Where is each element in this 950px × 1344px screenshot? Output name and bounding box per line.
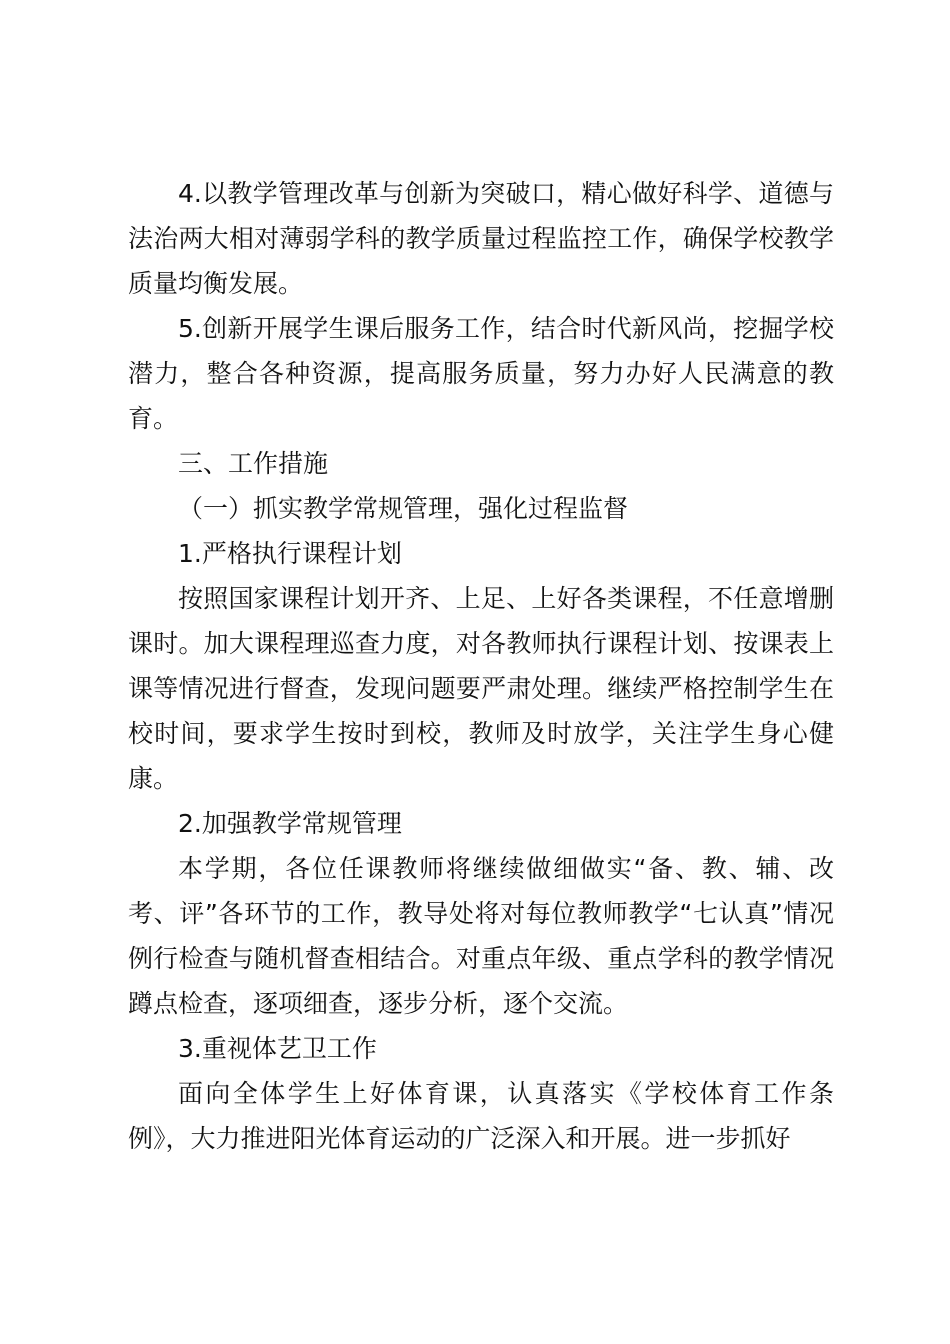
paragraph-sports: 面向全体学生上好体育课，认真落实《学校体育工作条例》，大力推进阳光体育运动的广泛深入和开展。进一步抓好	[128, 1079, 834, 1153]
item-heading-3: 3.重视体艺卫工作	[178, 1034, 377, 1063]
item-heading-2: 2.加强教学常规管理	[178, 809, 402, 838]
paragraph-goal-5: 5.创新开展学生课后服务工作，结合时代新风尚，挖掘学校潜力，整合各种资源，提高服务质量，努力办好人民满意的教育。	[128, 314, 834, 433]
document-page	[128, 171, 834, 1161]
subsection-heading-1: （一）抓实教学常规管理，强化过程监督	[178, 494, 629, 523]
item-heading-1: 1.严格执行课程计划	[178, 539, 402, 568]
section-heading-measures: 三、工作措施	[178, 449, 329, 478]
paragraph-curriculum: 按照国家课程计划开齐、上足、上好各类课程，不任意增删课时。加大课程理巡查力度，对各教师执行课程计划、按课表上课等情况进行督查，发现问题要严肃处理。继续严格控制学生在校时间，要求学生按时到校，教师及时放学，关注学生身心健康。	[128, 584, 834, 793]
paragraph-routine-management: 本学期，各位任课教师将继续做细做实“备、教、辅、改考、评”各环节的工作，教导处将对每位教师教学“七认真”情况例行检查与随机督查相结合。对重点年级、重点学科的教学情况蹲点检查，逐项细查，逐步分析，逐个交流。	[128, 854, 834, 1018]
paragraph-goal-4: 4.以教学管理改革与创新为突破口，精心做好科学、道德与法治两大相对薄弱学科的教学质量过程监控工作，确保学校教学质量均衡发展。	[128, 179, 834, 298]
